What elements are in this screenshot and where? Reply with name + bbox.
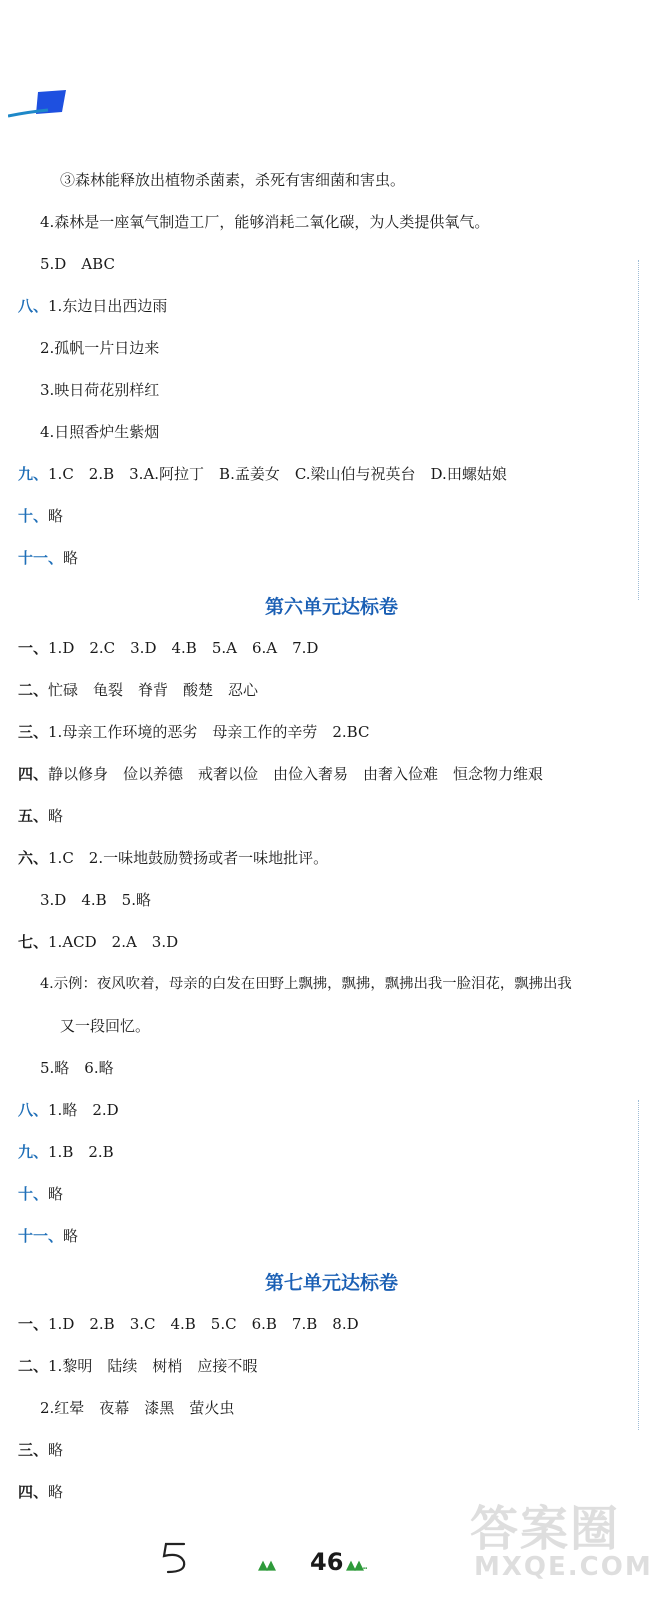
section-number: 九、	[18, 465, 49, 483]
answer-line	[18, 1314, 359, 1334]
section-number: 八、	[18, 1101, 49, 1119]
answer-text: 忙碌 龟裂 脊背 酸楚 忍心	[48, 681, 259, 699]
unit-title: 第七单元达标卷	[264, 1272, 398, 1294]
answer-line	[18, 296, 167, 316]
section-number: 十一、	[18, 549, 64, 567]
answer-line	[18, 680, 258, 700]
answer-text: ③森林能释放出植物杀菌素，杀死有害细菌和害虫。	[60, 171, 406, 189]
answer-text: 1.东边日出西边雨	[48, 297, 168, 315]
answer-line	[40, 380, 159, 400]
answer-text: 4.森林是一座氧气制造工厂，能够消耗二氧化碳，为人类提供氧气。	[40, 213, 490, 231]
answer-line	[18, 764, 543, 784]
answer-line	[18, 1356, 257, 1376]
answer-text: 5.略 6.略	[40, 1059, 114, 1077]
section-number: 二、	[18, 1357, 49, 1375]
answer-text: 略	[48, 1483, 64, 1501]
answer-text: 略	[48, 1441, 64, 1459]
answer-line	[18, 1226, 78, 1246]
answer-line	[40, 1398, 234, 1418]
section-number: 七、	[18, 933, 49, 951]
answer-text: 1.略 2.D	[48, 1101, 119, 1119]
section-number: 二、	[18, 681, 49, 699]
answer-text: 略	[48, 507, 64, 525]
answer-line	[40, 890, 151, 910]
answer-line	[18, 1142, 114, 1162]
answer-text: 2.孤帆一片日边来	[40, 339, 160, 357]
answer-line	[18, 1184, 63, 1204]
grass-decoration-icon: ▲▲..	[346, 1558, 367, 1573]
answer-text: 1.D 2.C 3.D 4.B 5.A 6.A 7.D	[48, 639, 319, 657]
answer-line	[18, 722, 369, 742]
answer-line	[40, 254, 115, 274]
answer-line	[18, 1100, 119, 1120]
page-number: 46	[310, 1548, 344, 1576]
answer-text: 2.红晕 夜幕 漆黑 萤火虫	[40, 1399, 235, 1417]
section-number: 三、	[18, 723, 49, 741]
answer-line	[40, 338, 159, 358]
answer-text: 1.D 2.B 3.C 4.B 5.C 6.B 7.B 8.D	[48, 1315, 359, 1333]
answer-text: 3.映日荷花别样红	[40, 381, 160, 399]
answer-line	[18, 506, 63, 526]
answer-line	[18, 932, 178, 952]
answer-text: 略	[48, 807, 64, 825]
answer-text: 5.D ABC	[40, 255, 115, 273]
answer-line	[60, 170, 405, 190]
answer-text: 1.黎明 陆续 树梢 应接不暇	[48, 1357, 258, 1375]
answer-line	[40, 422, 159, 442]
section-number: 三、	[18, 1441, 49, 1459]
answer-line	[60, 1016, 150, 1036]
watermark-text: 答案圈	[470, 1501, 621, 1557]
answer-line	[18, 1440, 63, 1460]
answer-line	[18, 1482, 63, 1502]
margin-dotted-line	[638, 260, 639, 600]
answer-text: 静以修身 俭以养德 戒奢以俭 由俭入奢易 由奢入俭难 恒念物力维艰	[48, 765, 544, 783]
answer-line	[40, 974, 572, 994]
answer-text: 1.C 2.一味地鼓励赞扬或者一味地批评。	[48, 849, 329, 867]
section-number: 十、	[18, 1185, 49, 1203]
answer-text: 3.D 4.B 5.略	[40, 891, 151, 909]
watermark-logo	[470, 1490, 653, 1590]
section-number: 四、	[18, 1483, 49, 1501]
section-number: 四、	[18, 765, 49, 783]
section-number: 一、	[18, 639, 49, 657]
section-number: 一、	[18, 1315, 49, 1333]
corner-decoration-icon	[8, 88, 68, 122]
section-number: 六、	[18, 849, 49, 867]
answer-text: 1.母亲工作环境的恶劣 母亲工作的辛劳 2.BC	[48, 723, 370, 741]
answer-text: 4.日照香炉生紫烟	[40, 423, 160, 441]
answer-text: 略	[63, 549, 79, 567]
answer-line	[18, 464, 507, 484]
answer-line	[18, 848, 328, 868]
section-number: 八、	[18, 297, 49, 315]
answer-text: 又一段回忆。	[60, 1017, 151, 1035]
answer-text: 1.ACD 2.A 3.D	[48, 933, 179, 951]
answer-line	[18, 638, 318, 658]
answer-text: 1.C 2.B 3.A.阿拉丁 B.孟姜女 C.梁山伯与祝英台 D.田螺姑娘	[48, 465, 507, 483]
answer-line	[40, 1058, 114, 1078]
answer-text: 4.示例：夜风吹着，母亲的白发在田野上飘拂，飘拂，飘拂出我一脸泪花，飘拂出我	[40, 976, 572, 992]
unit-title: 第六单元达标卷	[264, 596, 398, 618]
answer-line	[18, 806, 63, 826]
answer-text: 1.B 2.B	[48, 1143, 114, 1161]
margin-dotted-line	[638, 1100, 639, 1430]
section-number: 五、	[18, 807, 49, 825]
grass-decoration-icon: ▲▲	[258, 1558, 274, 1573]
page-footer	[258, 1548, 408, 1580]
answer-line	[18, 548, 78, 568]
answer-line	[40, 212, 489, 232]
section-number: 十、	[18, 507, 49, 525]
watermark-url: MXQE.COM	[474, 1552, 653, 1582]
section-number: 九、	[18, 1143, 49, 1161]
section-number: 十一、	[18, 1227, 64, 1245]
answer-text: 略	[63, 1227, 79, 1245]
answer-text: 略	[48, 1185, 64, 1203]
handwritten-mark	[158, 1540, 192, 1576]
